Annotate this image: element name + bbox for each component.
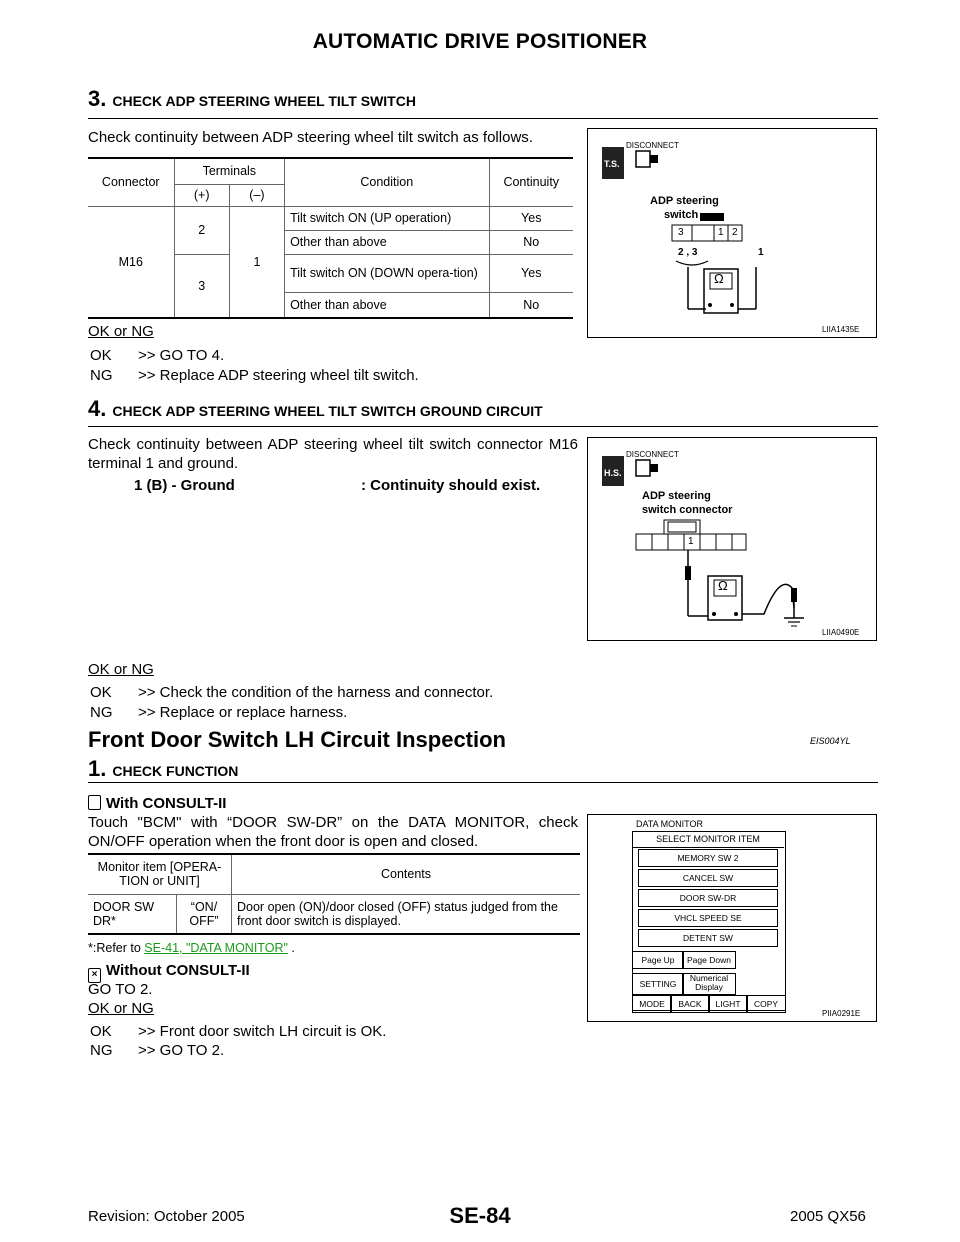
monitor-title: DATA MONITOR <box>636 819 704 829</box>
pin-label: 3 <box>678 227 684 238</box>
monitor-item: CANCEL SW <box>638 869 778 887</box>
figure-code: PIIA0291E <box>822 1009 861 1018</box>
result-ok: OK >> Front door switch LH circuit is OK. <box>90 1023 387 1040</box>
result-ok: OK >> Check the condition of the harness and connector. <box>90 684 494 701</box>
connector-icon <box>650 464 658 472</box>
page-title: AUTOMATIC DRIVE POSITIONER <box>312 30 648 53</box>
result-ng: NG >> GO TO 2. <box>90 1042 225 1059</box>
step-title: CHECK ADP STEERING WHEEL TILT SWITCH GROUND CIRCUIT <box>112 403 543 419</box>
figure-label: ADP steering <box>650 195 719 207</box>
col-contents: Contents <box>232 854 581 894</box>
step-title: CHECK FUNCTION <box>112 763 239 779</box>
step-number: 4. <box>88 396 107 421</box>
col-continuity: Continuity <box>489 158 573 206</box>
figure-label: switch connector <box>642 504 733 516</box>
cell-contents: Door open (ON)/door closed (OFF) status judged from the front door switch is displayed. <box>232 894 581 934</box>
monitor-item: DOOR SW-DR <box>638 889 778 907</box>
ok-or-ng: OK or NG <box>88 323 154 340</box>
cell-condition: Other than above <box>285 292 489 318</box>
footer-revision: Revision: October 2005 <box>88 1208 245 1225</box>
copy-button: COPY <box>746 995 786 1013</box>
step-1-heading <box>88 756 238 782</box>
no-consult-icon: × <box>88 968 101 983</box>
ok-or-ng: OK or NG <box>88 661 154 678</box>
footer-model: 2005 QX56 <box>790 1208 866 1225</box>
page-up-button: Page Up <box>632 951 684 969</box>
footnote: *:Refer to SE-41, "DATA MONITOR" . <box>88 941 295 955</box>
cell-condition: Tilt switch ON (DOWN opera-tion) <box>285 254 489 292</box>
ohm-symbol: Ω <box>718 578 728 593</box>
ohm-symbol: Ω <box>714 271 724 286</box>
hs-badge: H.S. <box>604 468 622 478</box>
step-title: CHECK ADP STEERING WHEEL TILT SWITCH <box>112 93 416 109</box>
data-monitor-link[interactable]: SE-41, "DATA MONITOR" <box>144 941 288 955</box>
cell-item: DOOR SW DR* <box>88 894 177 934</box>
cell-minus: 1 <box>229 206 284 318</box>
monitor-item: VHCL SPEED SE <box>638 909 778 927</box>
monitor-item: MEMORY SW 2 <box>638 849 778 867</box>
back-button: BACK <box>670 995 710 1013</box>
probe-label: 2 , 3 <box>678 247 698 258</box>
col-monitor-item: Monitor item [OPERA-TION or UNIT] <box>88 854 232 894</box>
setting-button: SETTING <box>632 973 684 995</box>
cell-continuity: Yes <box>489 254 573 292</box>
section-code: EIS004YL <box>810 736 851 746</box>
divider <box>88 426 878 427</box>
ts-badge: T.S. <box>604 159 620 169</box>
step-3-heading <box>88 86 416 112</box>
figure-label: switch <box>664 209 699 221</box>
check-line: 1 (B) - Ground : Continuity should exist. <box>134 477 541 494</box>
disconnect-label: DISCONNECT <box>626 141 679 150</box>
cell-condition: Other than above <box>285 230 489 254</box>
pin-label: 1 <box>688 536 694 547</box>
col-terminals: Terminals <box>174 158 285 184</box>
monitor-item: DETENT SW <box>638 929 778 947</box>
section-title: Front Door Switch LH Circuit Inspection <box>88 727 506 752</box>
divider <box>88 118 878 119</box>
col-minus: (–) <box>229 184 284 206</box>
step-1-text: Touch "BCM" with “DOOR SW-DR” on the DATA MONITOR, check ON/OFF operation when the front door is open and closed. <box>88 814 578 850</box>
cell-continuity: No <box>489 292 573 318</box>
pin-label: 2 <box>732 227 738 238</box>
without-consult: × Without CONSULT-II <box>88 962 250 983</box>
figure-code: LIIA0490E <box>822 628 860 637</box>
ok-or-ng: OK or NG <box>88 1000 154 1017</box>
step-number: 3. <box>88 86 107 111</box>
page-down-button: Page Down <box>682 951 736 969</box>
wiring-diagram-svg <box>588 438 876 640</box>
continuity-table <box>88 157 573 319</box>
page-number: SE-84 <box>449 1203 511 1228</box>
col-condition: Condition <box>285 158 489 206</box>
cell-continuity: No <box>489 230 573 254</box>
result-ok: OK >> GO TO 4. <box>90 347 225 364</box>
disconnect-label: DISCONNECT <box>626 450 679 459</box>
with-consult: With CONSULT-II <box>88 795 226 812</box>
result-ng: NG >> Replace ADP steering wheel tilt switch. <box>90 367 419 384</box>
light-button: LIGHT <box>708 995 748 1013</box>
step-4-text: Check continuity between ADP steering wheel tilt switch connector M16 terminal 1 and ground. <box>88 436 578 472</box>
probe-label: 1 <box>758 247 764 258</box>
cell-condition: Tilt switch ON (UP operation) <box>285 206 489 230</box>
mode-button: MODE <box>632 995 672 1013</box>
pin-label: 1 <box>718 227 724 238</box>
monitor-table <box>88 853 580 935</box>
col-connector: Connector <box>88 158 174 206</box>
step-number: 1. <box>88 756 107 781</box>
figure-label: ADP steering <box>642 490 711 502</box>
connector-icon <box>650 155 658 163</box>
figure-data-monitor <box>587 814 877 1022</box>
table-row <box>88 894 580 934</box>
cell-connector: M16 <box>88 206 174 318</box>
cell-continuity: Yes <box>489 206 573 230</box>
switch-icon <box>700 213 724 221</box>
table-row <box>88 206 573 230</box>
figure-code: LIIA1435E <box>822 325 860 334</box>
step-4-heading <box>88 396 543 422</box>
select-monitor-item: SELECT MONITOR ITEM <box>632 831 784 848</box>
cell-plus: 3 <box>174 254 229 318</box>
figure-ground-circuit <box>587 437 877 641</box>
col-plus: (+) <box>174 184 229 206</box>
connector-icon <box>636 151 650 167</box>
cell-plus: 2 <box>174 206 229 254</box>
cell-value: “ON/ OFF” <box>177 894 232 934</box>
connector-icon <box>636 460 650 476</box>
numerical-display-button: Numerical Display <box>682 973 736 995</box>
consult-icon <box>88 795 101 810</box>
divider <box>88 782 878 783</box>
result-ng: NG >> Replace or replace harness. <box>90 704 348 721</box>
figure-tilt-switch <box>587 128 877 338</box>
goto-text: GO TO 2. <box>88 981 153 998</box>
step-3-text: Check continuity between ADP steering wheel tilt switch as follows. <box>88 129 533 146</box>
